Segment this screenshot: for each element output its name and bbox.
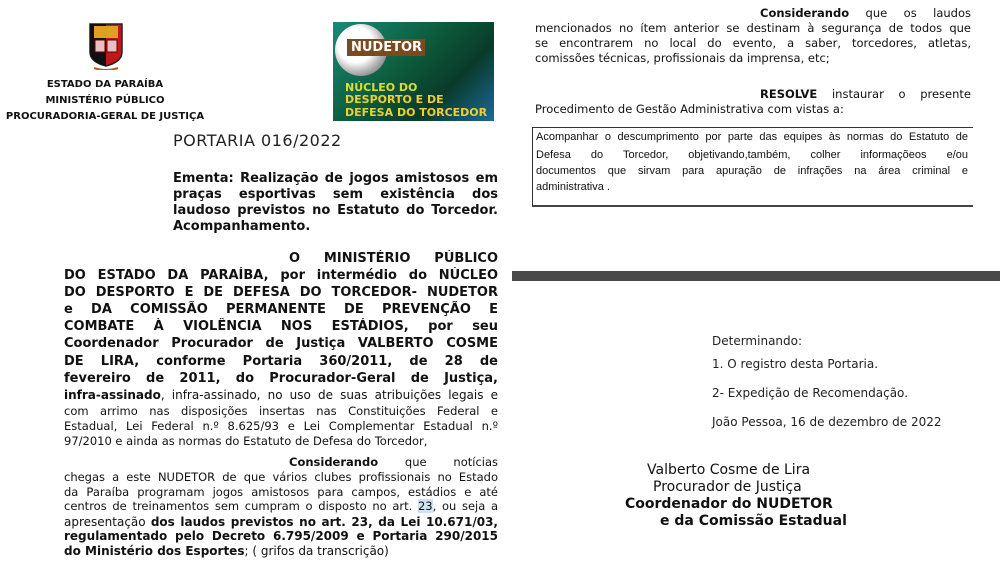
bold-text: dos laudos previstos no art. 23, da Lei 10.671/03, (150, 515, 498, 529)
intro-line (64, 267, 498, 284)
ementa-line (173, 218, 498, 235)
text: da Paraíba programam jogos amistosos para campos, estádios e até (64, 485, 498, 499)
date-line: João Pessoa, 16 de dezembro de 2022 (712, 415, 942, 429)
text: Acompanhar o descumprimento por parte das equipes às normas do Estatuto de (536, 131, 968, 143)
text: que notícias (378, 455, 498, 469)
org-line: MINISTÉRIO PÚBLICO (45, 95, 165, 106)
text: mencionados no ítem anterior se destinam à segurança de todos que (535, 21, 971, 35)
resolve-line (760, 87, 971, 103)
text: 97/2010 e ainda as normas do Estatuto de Defesa do Torcedor, (64, 434, 428, 448)
org-line: ESTADO DA PARAÍBA (46, 79, 164, 90)
bold-text: RESOLVE (760, 87, 818, 101)
determination-item: 2- Expedição de Recomendação. (712, 386, 909, 400)
text: , infra-assinado, no uso de suas atribuições legais e (160, 388, 498, 402)
objective-line (536, 130, 968, 145)
ementa-line (173, 186, 498, 203)
signer-title: Coordenador do NUDETOR (625, 496, 833, 512)
divider (512, 271, 1000, 281)
text: Defesa do Torcedor, objetivando,também, colher informaçõeos e/ou (536, 149, 968, 161)
considerando-line (535, 51, 971, 67)
bold-text: laudoso previstos no Estatuto do Torcedor. (173, 203, 498, 218)
logo-subtitle: NÚCLEO DO (345, 81, 418, 94)
bold-text: COMBATE À VIOLÊNCIA NOS ESTÁDIOS, por seu (64, 319, 498, 334)
intro-line (64, 419, 498, 435)
nudetor-logo (333, 22, 494, 121)
text: instaurar o presente (817, 87, 971, 101)
determinando-label: Determinando: (712, 334, 803, 348)
logo-title: NUDETOR (347, 39, 425, 56)
signer-title: e da Comissão Estadual (660, 513, 847, 529)
considerando-line (535, 36, 971, 52)
text: 23 (417, 499, 433, 513)
text: Estadual, Lei Federal n.º 8.625/93 e Lei Complementar Estadual n.º (64, 419, 498, 433)
text: com arrimo nas disposições insertas nas Constituições Federal e (64, 404, 498, 418)
intro-line (64, 404, 498, 420)
text: administrativa . (536, 181, 610, 193)
bold-text: infra-assinado (64, 388, 161, 402)
intro-line (64, 370, 498, 387)
considerando-line (64, 543, 498, 559)
considerando-line (289, 455, 498, 471)
considerando-line (64, 528, 498, 544)
considerando-line (535, 21, 971, 37)
logo-subtitle: DEFESA DO TORCEDOR (345, 106, 488, 119)
intro-line (289, 250, 498, 267)
text: apresentação (64, 515, 151, 529)
bold-text: Acompanhamento. (173, 219, 311, 234)
intro-line (64, 387, 498, 403)
text: Procedimento de Gestão Administrativa com vistas a: (535, 102, 844, 116)
text: centros de treinamentos sem cumpram o disposto no art. (64, 499, 418, 513)
bold-text: e DA COMISSÃO PERMANENTE DE PREVENÇÃO E (64, 302, 498, 317)
text: se encontrarem no local do evento, a saber, torcedores, atletas, (535, 36, 971, 50)
bold-text: Ementa: Realização de jogos amistosos em (173, 171, 498, 186)
determination-item: 1. O registro desta Portaria. (712, 357, 879, 371)
ementa-line (173, 170, 498, 187)
signer-role: Procurador de Justiça (653, 479, 802, 495)
bold-text: DO ESTADO DA PARAÍBA, por intermédio do NÚCLEO (64, 268, 498, 283)
intro-line (64, 335, 498, 352)
intro-line (64, 301, 498, 318)
text: documentos que sirvam para apuração de infrações na área criminal e (536, 165, 968, 177)
considerando-line (760, 6, 971, 22)
objective-line (536, 180, 968, 195)
org-line: PROCURADORIA-GERAL DE JUSTIÇA (5, 111, 205, 122)
text: que os laudos (849, 6, 971, 20)
text: ; ( grifos da transcrição) (244, 544, 389, 558)
signer-name: Valberto Cosme de Lira (647, 462, 811, 478)
bold-text: Coordenador Procurador de Justiça VALBERTO COSME (64, 336, 498, 351)
objective-line (536, 164, 968, 179)
intro-line (64, 284, 498, 301)
resolve-line (535, 102, 971, 118)
bold-text: O MINISTÉRIO PÚBLICO (289, 251, 498, 266)
bold-text: Considerando (289, 455, 379, 469)
page-title: PORTARIA 016/2022 (173, 131, 342, 150)
bold-text: fevereiro de 2011, do Procurador-Geral de Justiça, (64, 371, 498, 386)
bold-text: praças esportivas sem existência dos (173, 187, 498, 202)
objective-line (536, 148, 968, 163)
considerando-line (64, 470, 498, 486)
bold-text: regulamentado pelo Decreto 6.795/2009 e Portaria 290/2015 (64, 529, 498, 543)
bold-text: Considerando (760, 6, 850, 20)
ementa-line (173, 202, 498, 219)
intro-line (64, 353, 498, 370)
text: , ou seja a (432, 499, 498, 513)
logo-subtitle: DESPORTO E DE (345, 93, 444, 106)
intro-line (64, 318, 498, 335)
mp-crest-logo (88, 22, 124, 70)
bold-text: DO DESPORTO E DE DEFESA DO TORCEDOR- NUDETOR (64, 285, 498, 300)
text: comissões técnicas, profissionais da imprensa, etc; (535, 51, 830, 65)
bold-text: DE LIRA, conforme Portaria 360/2011, de 28 de (64, 354, 498, 369)
bold-text: do Ministério dos Esportes (64, 544, 245, 558)
considerando-line (64, 499, 498, 515)
intro-line (64, 434, 498, 450)
text: chegas a este NUDETOR de que vários clubes profissionais no Estado (64, 470, 498, 484)
